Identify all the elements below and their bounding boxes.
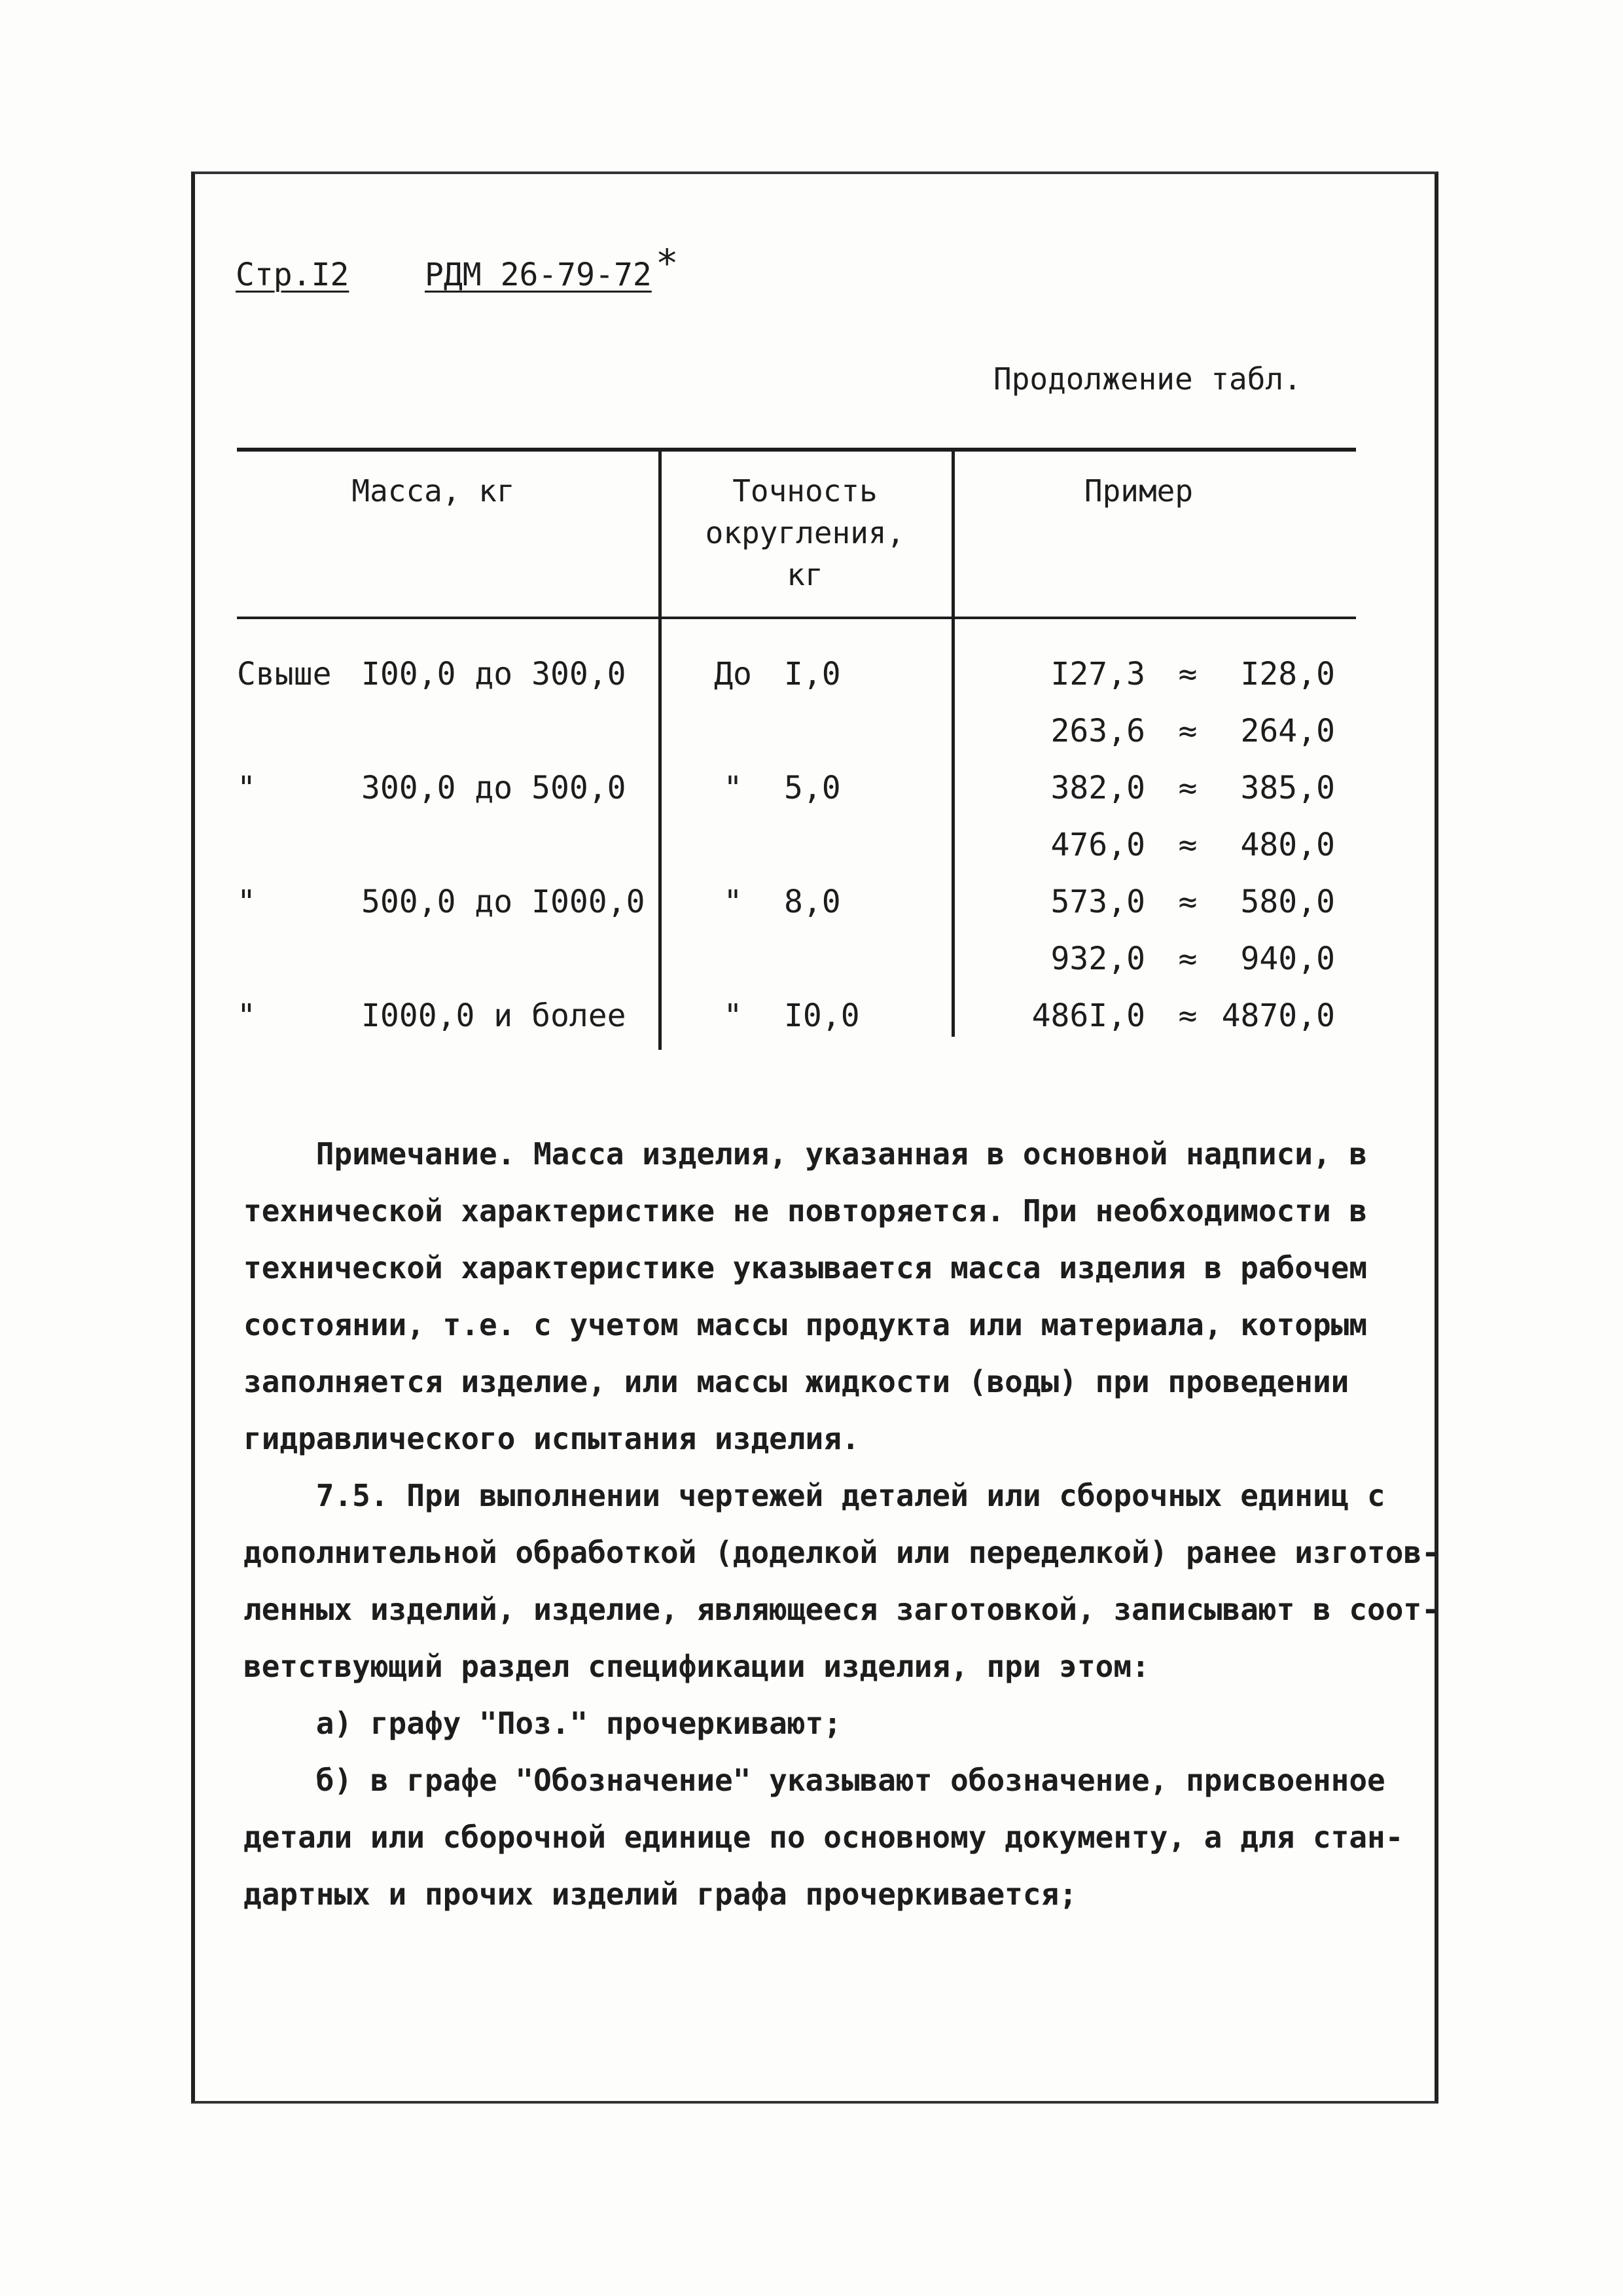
mass-range: 300,0 до 500,0 [361, 770, 626, 806]
text-line: Примечание. Масса изделия, указанная в основной надписи, в [243, 1136, 1368, 1172]
text-line: состоянии, т.е. с учетом массы продукта или материала, которым [243, 1307, 1368, 1342]
table-header-rule [237, 617, 1356, 619]
table-continuation: Продолжение табл. [993, 361, 1302, 397]
example-rounded: 580,0 [1240, 884, 1335, 920]
accuracy-value: I0,0 [784, 997, 860, 1034]
accuracy-prefix: " [723, 997, 743, 1034]
example-value: 932,0 [1050, 941, 1145, 977]
example-rounded: 264,0 [1240, 713, 1335, 749]
mass-range: I00,0 до 300,0 [361, 656, 626, 692]
column-header-accuracy: Точность округления, кг [705, 473, 905, 592]
approx-sign: ≈ [1178, 997, 1198, 1034]
text-line: заполняется изделие, или массы жидкости (воды) при проведении [243, 1364, 1349, 1399]
example-value: 486I,0 [1031, 997, 1145, 1034]
approx-sign: ≈ [1178, 884, 1198, 920]
example-value: 382,0 [1050, 770, 1145, 806]
text-line: детали или сборочной единице по основному документу, а для стан- [243, 1820, 1404, 1855]
page-header [236, 241, 679, 293]
page-number: Стр.I2 [236, 257, 349, 293]
example-rounded: 480,0 [1240, 827, 1335, 863]
mass-range: I000,0 и более [361, 997, 626, 1034]
accuracy-value: I,0 [784, 656, 841, 692]
text-line: б) в графе "Обозначение" указывают обозначение, присвоенное [243, 1763, 1385, 1798]
text-line: а) графу "Поз." прочеркивают; [243, 1706, 842, 1741]
approx-sign: ≈ [1178, 827, 1198, 863]
accuracy-value: 8,0 [784, 884, 841, 920]
row-prefix: " [237, 884, 256, 920]
text-line: дополнительной обработкой (доделкой или переделкой) ранее изготов- [243, 1535, 1440, 1570]
example-value: 263,6 [1050, 713, 1145, 749]
approx-sign: ≈ [1178, 656, 1198, 692]
accuracy-prefix: " [723, 884, 743, 920]
approx-sign: ≈ [1178, 770, 1198, 806]
mass-range: 500,0 до I000,0 [361, 884, 645, 920]
example-rounded: 385,0 [1240, 770, 1335, 806]
approx-sign: ≈ [1178, 713, 1198, 749]
text-line: дартных и прочих изделий графа прочеркивается; [243, 1876, 1077, 1912]
asterisk-mark: * [655, 241, 679, 285]
accuracy-prefix: До [714, 656, 752, 692]
accuracy-value: 5,0 [784, 770, 841, 806]
example-value: I27,3 [1050, 656, 1145, 692]
example-rounded: 4870,0 [1221, 997, 1335, 1034]
text-line: 7.5. При выполнении чертежей деталей или сборочных единиц с [243, 1478, 1385, 1513]
example-rounded: 940,0 [1240, 941, 1335, 977]
table-column-divider [952, 448, 955, 1037]
text-line: ветствующий раздел спецификации изделия, при этом: [243, 1649, 1150, 1684]
row-prefix: " [237, 997, 256, 1034]
column-header-example: Пример [1084, 473, 1194, 509]
accuracy-prefix: " [723, 770, 743, 806]
document-code: РДМ 26-79-72 [424, 257, 652, 293]
table-top-rule [237, 448, 1356, 452]
approx-sign: ≈ [1178, 941, 1198, 977]
example-value: 573,0 [1050, 884, 1145, 920]
row-prefix: Свыше [237, 656, 332, 692]
example-value: 476,0 [1050, 827, 1145, 863]
column-header-mass: Масса, кг [351, 473, 515, 509]
text-line: технической характеристике не повторяется. При необходимости в [243, 1193, 1368, 1229]
text-line: ленных изделий, изделие, являющееся заготовкой, записывают в соот- [243, 1592, 1440, 1627]
example-rounded: I28,0 [1240, 656, 1335, 692]
text-line: технической характеристике указывается масса изделия в рабочем [243, 1250, 1368, 1285]
row-prefix: " [237, 770, 256, 806]
text-line: гидравлического испытания изделия. [243, 1421, 860, 1456]
